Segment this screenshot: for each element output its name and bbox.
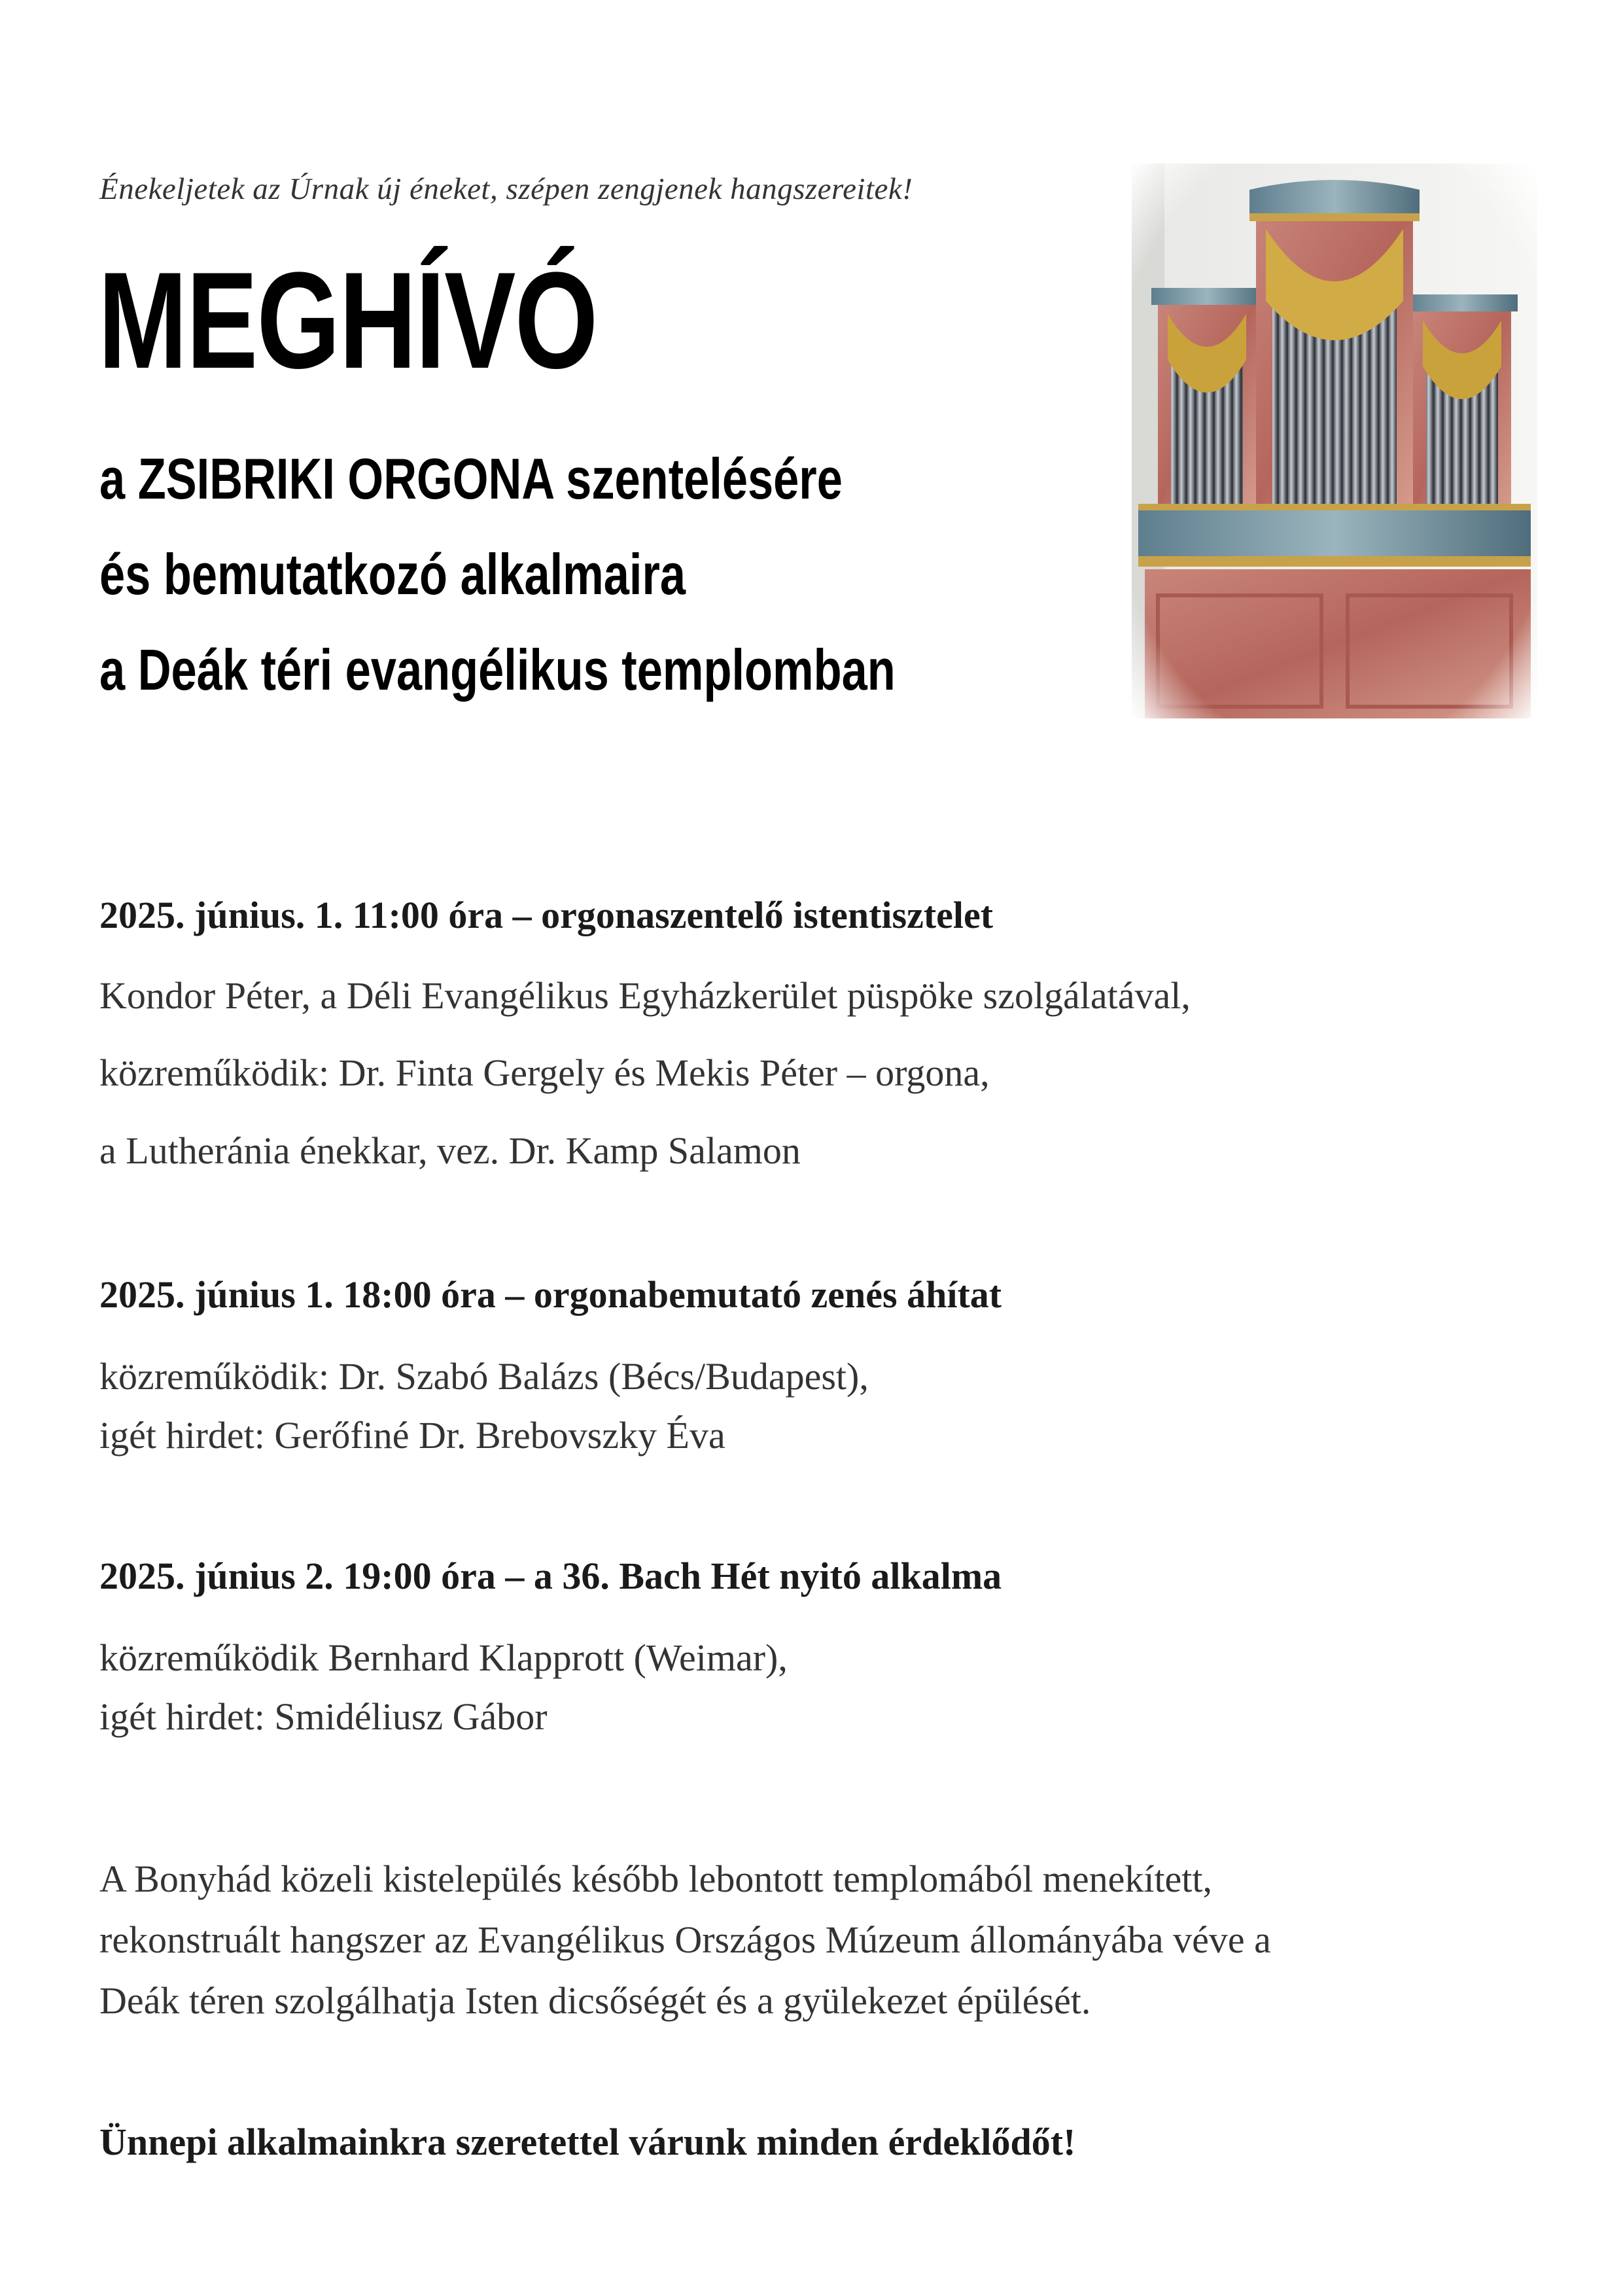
event-1-heading: 2025. június. 1. 11:00 óra – orgonaszentelő istentisztelet — [99, 894, 994, 936]
description-line-3: Deák téren szolgálhatja Isten dicsőségét és a gyülekezet épülését. — [99, 1979, 1091, 2022]
event-2-heading: 2025. június 1. 18:00 óra – orgonabemutató zenés áhítat — [99, 1273, 1002, 1316]
pipe-organ-icon — [1132, 164, 1537, 718]
page-title: MEGHÍVÓ — [98, 243, 597, 397]
subtitle-line-3: a Deák téri evangélikus templomban — [99, 637, 896, 702]
motto: Énekeljetek az Úrnak új éneket, szépen zengjenek hangszereitek! — [99, 172, 913, 206]
pipe-organ-photo — [1132, 164, 1537, 718]
subtitle-line-2: és bemutatkozó alkalmaira — [99, 542, 686, 607]
description-line-2: rekonstruált hangszer az Evangélikus Országos Múzeum állományába véve a — [99, 1918, 1271, 1961]
event-1-line-3: a Lutheránia énekkar, vez. Dr. Kamp Salamon — [99, 1129, 801, 1172]
description-paragraph — [99, 1848, 1539, 2031]
event-3-line-1: közreműködik Bernhard Klapprott (Weimar), — [99, 1636, 788, 1679]
event-2-line-2: igét hirdet: Gerőfiné Dr. Brebovszky Éva — [99, 1414, 725, 1457]
event-2-line-1: közreműködik: Dr. Szabó Balázs (Bécs/Budapest), — [99, 1355, 869, 1398]
closing-invitation: Ünnepi alkalmainkra szeretettel várunk minden érdeklődőt! — [99, 2121, 1076, 2163]
description-line-1: A Bonyhád közeli kistelepülés később lebontott templomából menekített, — [99, 1858, 1213, 1900]
event-3-line-2: igét hirdet: Smidéliusz Gábor — [99, 1695, 548, 1738]
event-1-line-2: közreműködik: Dr. Finta Gergely és Mekis Péter – orgona, — [99, 1051, 990, 1094]
event-1-line-1: Kondor Péter, a Déli Evangélikus Egyházkerület püspöke szolgálatával, — [99, 974, 1191, 1017]
event-3-heading: 2025. június 2. 19:00 óra – a 36. Bach Hét nyitó alkalma — [99, 1555, 1002, 1597]
subtitle-line-1: a ZSIBRIKI ORGONA szentelésére — [99, 446, 843, 511]
